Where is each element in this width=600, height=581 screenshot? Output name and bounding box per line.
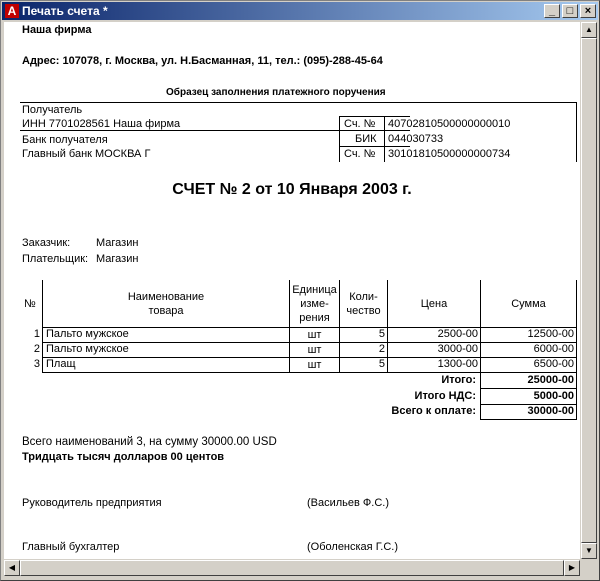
items-summary: Всего наименований 3, на сумму 30000.00 USD xyxy=(22,436,277,448)
row-1-price: 2500-00 xyxy=(437,328,478,340)
title-bar[interactable] xyxy=(2,2,598,20)
vat-value: 5000-00 xyxy=(533,390,574,402)
col-header-qty-line2: чество xyxy=(346,305,381,317)
total-label: Итого: xyxy=(441,374,476,386)
recipient-label: Получатель xyxy=(22,104,83,116)
row-2-qty: 2 xyxy=(378,343,385,355)
payer-value: Магазин xyxy=(96,253,139,265)
row-2-number: 2 xyxy=(33,343,40,355)
col-header-price: Цена xyxy=(420,298,448,310)
row-3-name: Плащ xyxy=(46,358,76,370)
vertical-scrollbar[interactable] xyxy=(581,22,597,559)
invoice-title: СЧЕТ № 2 от 10 Января 2003 г. xyxy=(172,181,412,198)
bank-label: Банк получателя xyxy=(22,134,108,146)
accountant-label: Главный бухгалтер xyxy=(22,541,120,553)
col-header-qty-line1: Коли- xyxy=(349,291,378,303)
scroll-right-icon[interactable]: ▶ xyxy=(564,560,580,576)
amount-due-label: Всего к оплате: xyxy=(391,405,476,417)
corr-account-number: 30101810500000000734 xyxy=(388,148,511,160)
row-1-qty: 5 xyxy=(378,328,385,340)
row-1-name: Пальто мужское xyxy=(46,328,129,340)
firm-address: Адрес: 107078, г. Москва, ул. Н.Басманная, 11, тел.: (095)-288-45-64 xyxy=(22,55,383,67)
maximize-button[interactable]: □ xyxy=(562,4,578,18)
bank-name: Главный банк МОСКВА Г xyxy=(22,148,151,160)
document-page xyxy=(4,22,580,559)
customer-value: Магазин xyxy=(96,237,139,249)
row-1-number: 1 xyxy=(33,328,40,340)
row-3-unit: шт xyxy=(307,359,322,371)
col-header-name-line1: Наименование xyxy=(127,291,205,303)
customer-label: Заказчик: xyxy=(22,237,71,249)
horizontal-scrollbar[interactable] xyxy=(4,560,580,576)
scroll-down-icon[interactable]: ▼ xyxy=(581,543,597,559)
close-button[interactable]: × xyxy=(580,4,596,18)
bik-label: БИК xyxy=(355,133,377,145)
row-1-sum: 12500-00 xyxy=(527,328,574,340)
row-1-unit: шт xyxy=(307,329,322,341)
scroll-left-icon[interactable]: ◀ xyxy=(4,560,20,576)
row-2-unit: шт xyxy=(307,344,322,356)
firm-name: Наша фирма xyxy=(22,24,92,36)
payer-label: Плательщик: xyxy=(22,253,89,265)
row-2-name: Пальто мужское xyxy=(46,343,129,355)
account-number: 40702810500000000010 xyxy=(388,118,511,130)
minimize-button[interactable]: _ xyxy=(544,4,560,18)
account-label: Сч. № xyxy=(344,118,376,130)
recipient-inn: ИНН 7701028561 Наша фирма xyxy=(22,118,181,130)
amount-due-value: 30000-00 xyxy=(527,405,574,417)
col-header-number: № xyxy=(24,298,36,310)
col-header-unit-line3: рения xyxy=(299,312,330,324)
scroll-up-icon[interactable]: ▲ xyxy=(581,22,597,38)
total-value: 25000-00 xyxy=(527,374,574,386)
payment-sample-title: Образец заполнения платежного поручения xyxy=(166,87,386,98)
row-3-price: 1300-00 xyxy=(437,358,478,370)
col-header-name-line2: товара xyxy=(148,305,184,317)
amount-in-words: Тридцать тысяч долларов 00 центов xyxy=(22,451,225,463)
row-3-number: 3 xyxy=(33,358,40,370)
col-header-unit-line1: Единица xyxy=(292,284,337,296)
window-title: Печать счета * xyxy=(22,4,108,18)
vat-label: Итого НДС: xyxy=(414,390,476,402)
row-3-sum: 6500-00 xyxy=(533,358,574,370)
row-2-price: 3000-00 xyxy=(437,343,478,355)
vertical-scroll-thumb[interactable] xyxy=(581,38,597,543)
accountant-name: (Оболенская Г.С.) xyxy=(307,541,399,553)
row-2-sum: 6000-00 xyxy=(533,343,574,355)
corr-account-label: Сч. № xyxy=(344,148,376,160)
bik-value: 044030733 xyxy=(388,133,444,145)
app-icon: A xyxy=(5,4,19,18)
row-3-qty: 5 xyxy=(378,358,385,370)
director-name: (Васильев Ф.С.) xyxy=(307,497,390,509)
horizontal-scroll-thumb[interactable] xyxy=(20,560,564,576)
col-header-unit-line2: изме- xyxy=(300,298,329,310)
director-label: Руководитель предприятия xyxy=(22,497,162,509)
col-header-sum: Сумма xyxy=(511,298,546,310)
size-grip[interactable] xyxy=(581,560,597,576)
